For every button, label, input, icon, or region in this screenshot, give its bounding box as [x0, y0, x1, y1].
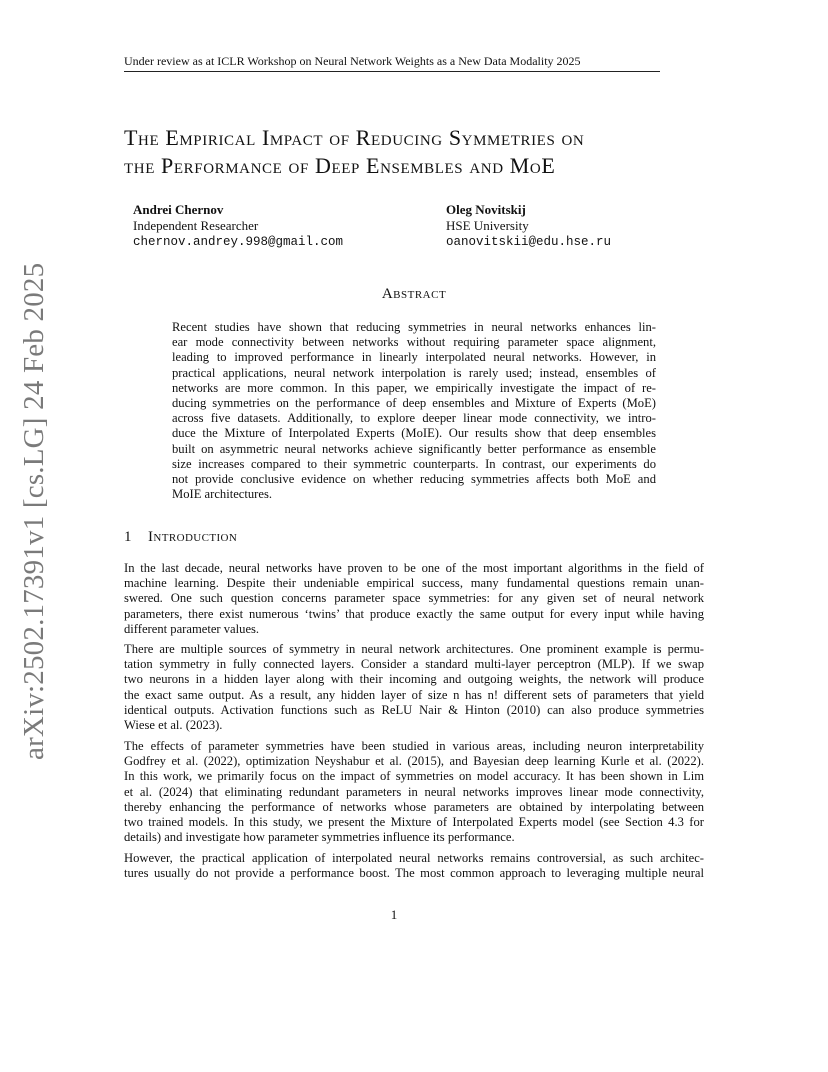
abstract-body [172, 320, 656, 502]
paragraph-line: Wiese et al. (2023). [124, 718, 223, 733]
paragraph-line: swered. One such question concerns parameter space symmetries: for any given set of neural network [124, 591, 704, 606]
abstract-heading [124, 285, 704, 303]
running-header: Under review as at ICLR Workshop on Neural Network Weights as a New Data Modality 2025 [124, 53, 660, 72]
author-affiliation: Independent Researcher [133, 218, 259, 233]
abstract-line: built on asymmetric neural networks achieve significantly better performance as ensemble [172, 441, 656, 456]
paragraph-line: identical outputs. Activation functions such as ReLU Nair & Hinton (2010) can also produce symmetries [124, 702, 704, 717]
abstract-line: duce the Mixture of Interpolated Experts (MoIE). Our results show that deep ensembles [172, 426, 656, 441]
abstract-line: leading to improved performance in linearly interpolated neural networks. However, in [172, 350, 656, 365]
title-line-2-text: the Performance of Deep Ensembles and MoE [124, 153, 556, 178]
author-affiliation: HSE University [446, 218, 529, 233]
abstract-line: practical applications, neural network interpolation is rarely used; instead, ensembles of [172, 365, 656, 380]
paragraph-line: different parameter values. [124, 621, 260, 636]
abstract-line: size increases compared to their symmetric counterparts. In contrast, our experiments do [172, 456, 656, 471]
paragraph-line: However, the practical application of interpolated neural networks remains controversial, as such architec- [124, 851, 704, 865]
author-block [133, 202, 693, 250]
abstract-heading-text: Abstract [381, 286, 447, 302]
paragraph-3 [124, 739, 704, 845]
abstract-line: MoIE architectures. [172, 487, 273, 502]
paper-title [124, 124, 714, 180]
paragraph-line: et al. (2024) that eliminating redundant parameters in neural networks improves linear mode connectivity, [124, 784, 704, 799]
title-line-1 [124, 124, 714, 152]
arxiv-identifier-stamp: arXiv:2502.17391v1 [cs.LG] 24 Feb 2025 [18, 262, 50, 760]
paragraph-line: The effects of parameter symmetries have been studied in various areas, including neuron interpretability [124, 739, 704, 753]
paragraph-line: thereby enhancing the performance of networks whose parameters are obtained by interpolating between [124, 799, 704, 814]
author-email: chernov.andrey.998@gmail.com [133, 235, 344, 249]
paragraph-line: In the last decade, neural networks have proven to be one of the most important algorithms in the field of [124, 561, 704, 575]
abstract-line: ear mode connectivity between networks without requiring parameter space alignment, [172, 335, 656, 350]
paragraph-line: two neurons in a hidden layer along with their incoming and outgoing weights, the network will produce [124, 672, 704, 687]
title-line-1-text: The Empirical Impact of Reducing Symmetries on [124, 125, 585, 150]
abstract-line: networks are more common. In this paper, we empirically investigate the impact of re- [172, 380, 656, 395]
paragraph-line: There are multiple sources of symmetry in neural network architectures. One prominent example is permu- [124, 642, 704, 656]
abstract-line: not provide conclusive evidence on whether reducing symmetries affects both MoE and [172, 472, 656, 487]
paragraph-line: two trained models. In this study, we present the Mixture of Interpolated Experts model (see Section 4.3 for [124, 815, 704, 830]
author-2 [446, 202, 611, 250]
section-heading [124, 528, 237, 546]
paragraph-line: tures usually do not provide a performance boost. The most common approach to leveraging multiple neural [124, 866, 704, 881]
paragraph-line: the exact same output. As a result, any hidden layer of size n has n! different sets of parameters that yield [124, 687, 704, 702]
paragraph-2 [124, 642, 704, 733]
title-line-2 [124, 152, 714, 180]
abstract-line: Recent studies have shown that reducing symmetries in neural networks enhances lin- [172, 320, 656, 334]
section-number: 1 [124, 529, 132, 545]
abstract-line: ducing symmetries on the performance of deep ensembles and Mixture of Experts (MoE) [172, 396, 656, 411]
paragraph-line: machine learning. Despite their undeniable empirical success, many fundamental questions remain unan- [124, 576, 704, 591]
paragraph-4 [124, 851, 704, 881]
abstract-line: across five datasets. Additionally, to explore deeper linear mode connectivity, we intro- [172, 411, 656, 426]
paragraph-line: details) and investigate how parameter symmetries influence its performance. [124, 830, 515, 845]
page-number: 1 [390, 907, 398, 922]
paragraph-line: Godfrey et al. (2022), optimization Neyshabur et al. (2015), and Bayesian deep learning Kurle et al. (2022). [124, 754, 704, 769]
paragraph-line: In this work, we primarily focus on the impact of symmetries on model accuracy. It has been shown in Lim [124, 769, 704, 784]
author-name: Andrei Chernov [133, 202, 224, 217]
paragraph-1 [124, 561, 704, 637]
author-name: Oleg Novitskij [446, 202, 526, 217]
paragraph-line: tation symmetry in fully connected layers. Consider a standard multi-layer perceptron (MLP). If we swap [124, 657, 704, 672]
author-1 [133, 202, 343, 250]
section-title: Introduction [148, 529, 238, 545]
paragraph-line: parameters, there exist numerous ‘twins’ that produce exactly the same output for every input while having [124, 606, 704, 621]
author-email: oanovitskii@edu.hse.ru [446, 235, 612, 249]
